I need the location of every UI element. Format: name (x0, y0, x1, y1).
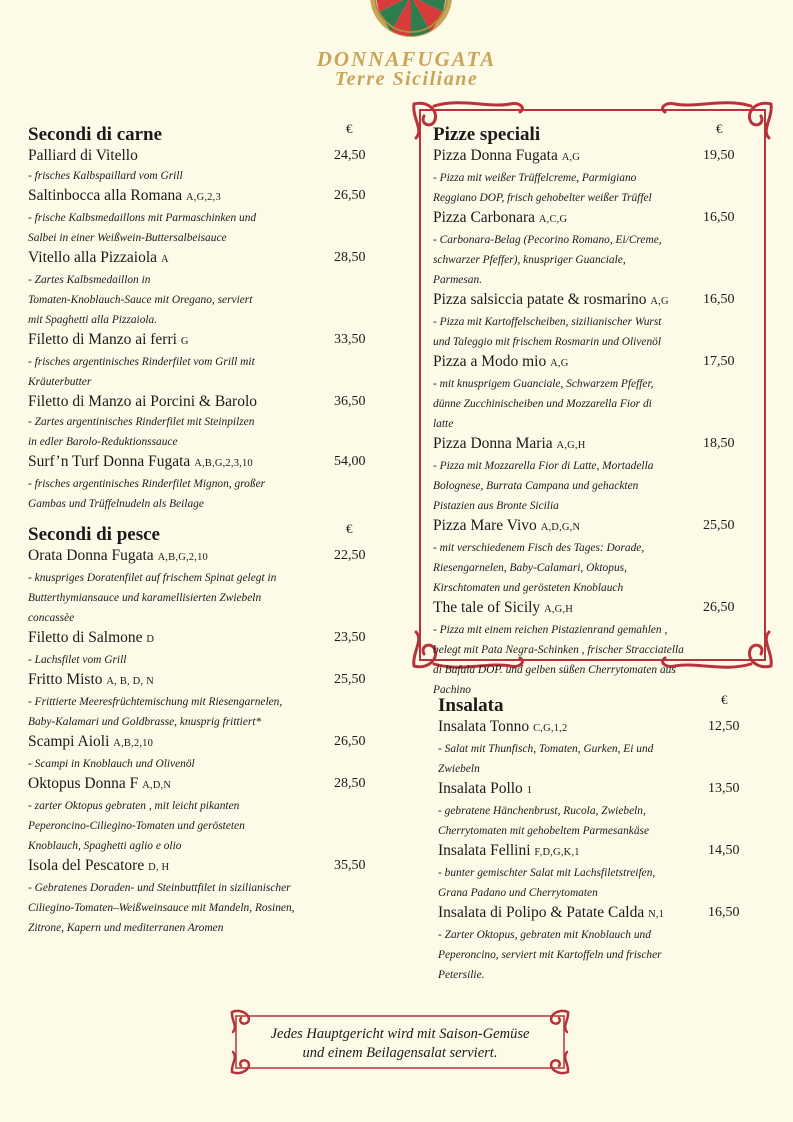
menu-item (28, 452, 380, 514)
dish-name: Isola del Pescatore (28, 857, 145, 874)
menu-item (28, 392, 380, 452)
menu-item-description: - gebratene Hänchenbrust, Rucola, Zwiebeln, (438, 805, 646, 817)
menu-item-description: Zwiebeln (438, 763, 480, 775)
dish-name: Insalata Tonno (438, 718, 530, 735)
menu-item-description: concassèe (28, 612, 75, 624)
menu-item (28, 774, 380, 856)
menu-item-name (28, 628, 380, 650)
menu-item (433, 352, 753, 434)
menu-item-description: - frisches argentinisches Rinderfilet Mignon, großer (28, 478, 266, 490)
dish-name: Pizza Mare Vivo (433, 517, 537, 534)
donnafugata-logo-icon (369, 0, 453, 38)
menu-item-price: 16,50 (703, 210, 735, 225)
menu-item-name (28, 546, 380, 568)
allergen-codes: G (180, 336, 189, 347)
menu-item (433, 434, 753, 516)
menu-item (28, 628, 380, 670)
menu-item-description: Pistazien aus Bronte Sicilia (433, 500, 559, 512)
menu-item-description: - Zarter Oktopus, gebraten mit Knoblauch und (438, 929, 651, 941)
dish-name: Insalata Fellini (438, 842, 531, 859)
menu-item (28, 330, 380, 392)
dish-name: Vitello alla Pizzaiola (28, 249, 158, 266)
dish-name: The tale of Sicily (433, 599, 541, 616)
menu-item-price: 23,50 (334, 630, 366, 645)
menu-item-description: - frisches argentinisches Rinderfilet vom Grill mit (28, 356, 255, 368)
menu-item (438, 717, 758, 779)
dish-name: Filetto di Salmone (28, 629, 143, 646)
allergen-codes: N,1 (648, 909, 665, 920)
menu-item-description: Knoblauch, Spaghetti aglio e olio (28, 840, 182, 852)
secondi-pesce-section (28, 521, 380, 938)
menu-item (433, 208, 753, 290)
menu-item-description: Ciliegino-Tomaten–Weißweinsauce mit Mandeln, Rosinen, (28, 902, 295, 914)
menu-item-description: - mit verschiedenem Fisch des Tages: Dorade, (433, 542, 645, 554)
menu-item-price: 18,50 (703, 436, 735, 451)
dish-name: Pizza a Modo mio (433, 353, 547, 370)
menu-item-name (28, 248, 380, 270)
menu-item-price: 13,50 (708, 781, 740, 796)
menu-item-price: 36,50 (334, 394, 366, 409)
allergen-codes: F,D,G,K,1 (534, 847, 580, 858)
menu-item-description: - mit knusprigem Guanciale, Schwarzem Pfeffer, (433, 378, 654, 390)
dish-name: Surf’n Turf Donna Fugata (28, 453, 191, 470)
menu-item-price: 24,50 (334, 148, 366, 163)
menu-item-price: 19,50 (703, 148, 735, 163)
menu-item-description: di Bufula DOP. und gelben süßen Cherrytomaten aus (433, 664, 676, 676)
menu-item-price: 33,50 (334, 332, 366, 347)
dish-name: Saltinbocca alla Romana (28, 187, 183, 204)
menu-item (433, 598, 753, 700)
dish-name: Scampi Aioli (28, 733, 110, 750)
menu-item-name (28, 732, 380, 754)
menu-item-description: Riesengarnelen, Baby-Calamari, Oktopus, (433, 562, 627, 574)
menu-item-price: 14,50 (708, 843, 740, 858)
menu-item-description: latte (433, 418, 454, 430)
dish-name: Pizza salsiccia patate & rosmarino (433, 291, 647, 308)
menu-item-description: - Lachsfilet vom Grill (28, 654, 127, 666)
menu-item-price: 22,50 (334, 548, 366, 563)
menu-item-price: 35,50 (334, 858, 366, 873)
menu-item-description: - Pizza mit einem reichen Pistazienrand gemahlen , (433, 624, 668, 636)
allergen-codes: A (160, 254, 169, 265)
dish-name: Pizza Carbonara (433, 209, 535, 226)
menu-item-description: Petersilie. (438, 969, 485, 981)
menu-item (28, 670, 380, 732)
currency-label: € (346, 121, 353, 136)
brand-name: DONNAFUGATA (316, 47, 497, 71)
section-title: Secondi di pesce (28, 524, 160, 545)
menu-item-price: 17,50 (703, 354, 735, 369)
menu-item-price: 25,50 (334, 672, 366, 687)
menu-item-description: - Scampi in Knoblauch und Olivenöl (28, 758, 195, 770)
menu-item-description: - knuspriges Doratenfilet auf frischem Spinat gelegt in (28, 572, 277, 584)
menu-item (28, 732, 380, 774)
section-title: Secondi di carne (28, 124, 163, 145)
dish-name: Palliard di Vitello (28, 147, 138, 164)
menu-item-price: 25,50 (703, 518, 735, 533)
menu-item-description: Pachino (433, 684, 471, 696)
menu-item-description: Bolognese, Burrata Campana und gehackten (433, 480, 639, 492)
menu-item-price: 12,50 (708, 719, 740, 734)
allergen-codes: A,B,G,2,3,10 (194, 458, 253, 469)
menu-item-description: - Salat mit Thunfisch, Tomaten, Gurken, Ei und (438, 743, 654, 755)
allergen-codes: A,G,2,3 (185, 192, 221, 203)
allergen-codes: A,D,N (142, 780, 172, 791)
menu-item-description: Zitrone, Kapern und mediterranen Aromen (28, 922, 224, 934)
menu-item-description: mit Spaghetti alla Pizzaiola. (28, 314, 158, 326)
allergen-codes: A,G,H (556, 440, 586, 451)
menu-item (433, 516, 753, 598)
allergen-codes: A, B, D, N (106, 676, 154, 687)
allergen-codes: A,C,G (538, 214, 568, 225)
menu-item-description: - bunter gemischter Salat mit Lachsfiletstreifen, (438, 867, 656, 879)
currency-label: € (721, 692, 728, 707)
section-title: Insalata (438, 695, 504, 716)
allergen-codes: A,G,H (544, 604, 574, 615)
menu-item-name (28, 856, 380, 878)
menu-item-description: Tomaten-Knoblauch-Sauce mit Oregano, serviert (28, 294, 253, 306)
menu-item-name (28, 186, 380, 208)
menu-item-description: Salbei in einer Weißwein-Buttersalbeisauce (28, 232, 227, 244)
insalata-section (438, 692, 758, 985)
menu-item-name (28, 670, 380, 692)
menu-item-description: Peperoncino, serviert mit Kartoffeln und frischer (438, 949, 662, 961)
note-line-2: und einem Beilagensalat serviert. (302, 1045, 498, 1061)
menu-item (28, 546, 380, 628)
menu-item-description: - Zartes argentinisches Rinderfilet mit Steinpilzen (28, 416, 255, 428)
section-title: Pizze speciali (433, 124, 541, 145)
menu-item-price: 16,50 (708, 905, 740, 920)
menu-item-description: belegt mit Pata Negra-Schinken , frischer Stracciatella (433, 644, 684, 656)
allergen-codes: A,G (550, 358, 569, 369)
menu-item-description: - Carbonara-Belag (Pecorino Romano, Ei/Creme, (433, 234, 662, 246)
dish-name: Insalata Pollo (438, 780, 523, 797)
menu-item-description: - Pizza mit weißer Trüffelcreme, Parmigiano (433, 172, 637, 184)
dish-name: Filetto di Manzo ai Porcini & Barolo (28, 393, 258, 410)
menu-item-price: 28,50 (334, 250, 366, 265)
allergen-codes: D (146, 634, 155, 645)
menu-item-description: - frische Kalbsmedaillons mit Parmaschinken und (28, 212, 257, 224)
menu-item-description: Gambas und Trüffelnudeln als Beilage (28, 498, 204, 510)
menu-item (433, 290, 753, 352)
menu-item-name (28, 452, 380, 474)
menu-item-name (28, 330, 380, 352)
dish-name: Orata Donna Fugata (28, 547, 154, 564)
pizze-speciali-section (433, 121, 753, 700)
allergen-codes: 1 (526, 785, 533, 796)
menu-item-description: - Gebratenes Doraden- und Steinbuttfilet in sizilianischer (28, 882, 291, 894)
allergen-codes: A,D,G,N (540, 522, 581, 533)
menu-item-description: - Frittierte Meeresfrüchtemischung mit Riesengarnelen, (28, 696, 283, 708)
menu-item-description: Peperoncino-Ciliegino-Tomaten und gerösteten (28, 820, 245, 832)
menu-item-price: 28,50 (334, 776, 366, 791)
menu-item (433, 146, 753, 208)
menu-item-price: 16,50 (703, 292, 735, 307)
menu-item-description: und Taleggio mit frischem Rosmarin und Olivenöl (433, 336, 662, 348)
menu-item-price: 54,00 (334, 454, 366, 469)
dish-name: Pizza Donna Fugata (433, 147, 558, 164)
allergen-codes: A,G (561, 152, 581, 163)
menu-item (28, 248, 380, 330)
menu-item-description: - zarter Oktopus gebraten , mit leicht pikanten (28, 800, 240, 812)
allergen-codes: D, H (148, 862, 170, 873)
menu-item-description: Grana Padano und Cherrytomaten (438, 887, 598, 899)
brand-subtitle: Terre Siciliane (334, 68, 479, 90)
menu-item-description: Parmesan. (433, 274, 483, 286)
note-line-1: Jedes Hauptgericht wird mit Saison-Gemüse (270, 1026, 530, 1042)
allergen-codes: A,B,2,10 (113, 738, 154, 749)
dish-name: Oktopus Donna F (28, 775, 139, 792)
menu-item (28, 146, 380, 186)
menu-item-price: 26,50 (703, 600, 735, 615)
menu-item-description: - frisches Kalbspaillard vom Grill (28, 170, 183, 182)
dish-name: Filetto di Manzo ai ferri (28, 331, 177, 348)
menu-item (28, 856, 380, 938)
menu-item (438, 779, 758, 841)
menu-item-description: Cherrytomaten mit gehobeltem Parmesankäse (438, 825, 649, 837)
menu-item-description: dünne Zucchinischeiben und Mozzarella Fior di (433, 398, 652, 410)
menu-item-description: Reggiano DOP, frisch gehobelter weißer Trüffel (433, 192, 652, 204)
secondi-carne-section (28, 121, 380, 514)
dish-name: Fritto Misto (28, 671, 103, 688)
menu-item-description: schwarzer Pfeffer), knuspriger Guanciale, (433, 254, 626, 266)
menu-item-name (28, 774, 380, 796)
menu-item (438, 841, 758, 903)
menu-item (438, 903, 758, 985)
menu-item-name (28, 392, 380, 412)
menu-item-description: - Pizza mit Mozzarella Fior di Latte, Mortadella (433, 460, 654, 472)
dish-name: Pizza Donna Maria (433, 435, 553, 452)
currency-label: € (346, 521, 353, 536)
allergen-codes: A,B,G,2,10 (157, 552, 208, 563)
menu-item (28, 186, 380, 248)
allergen-codes: A,G (650, 296, 669, 307)
menu-item-name (28, 146, 380, 166)
menu-item-description: Kräuterbutter (28, 376, 92, 388)
allergen-codes: C,G,1,2 (533, 723, 568, 734)
menu-item-description: Baby-Kalamari und Goldbrasse, knusprig frittiert* (28, 716, 262, 728)
menu-item-price: 26,50 (334, 188, 366, 203)
menu-item-description: in edler Barolo-Reduktionssauce (28, 436, 178, 448)
menu-item-description: - Pizza mit Kartoffelscheiben, sizilianischer Wurst (433, 316, 662, 328)
menu-item-description: - Zartes Kalbsmedaillon in (28, 274, 151, 286)
menu-item-description: Kirschtomaten und gerösteten Knoblauch (433, 582, 624, 594)
dish-name: Insalata di Polipo & Patate Calda (438, 904, 645, 921)
currency-label: € (716, 121, 723, 136)
menu-item-price: 26,50 (334, 734, 366, 749)
menu-item-description: Butterthymiansauce und karamellisierten Zwiebeln (28, 592, 262, 604)
side-dish-note (230, 1025, 570, 1063)
